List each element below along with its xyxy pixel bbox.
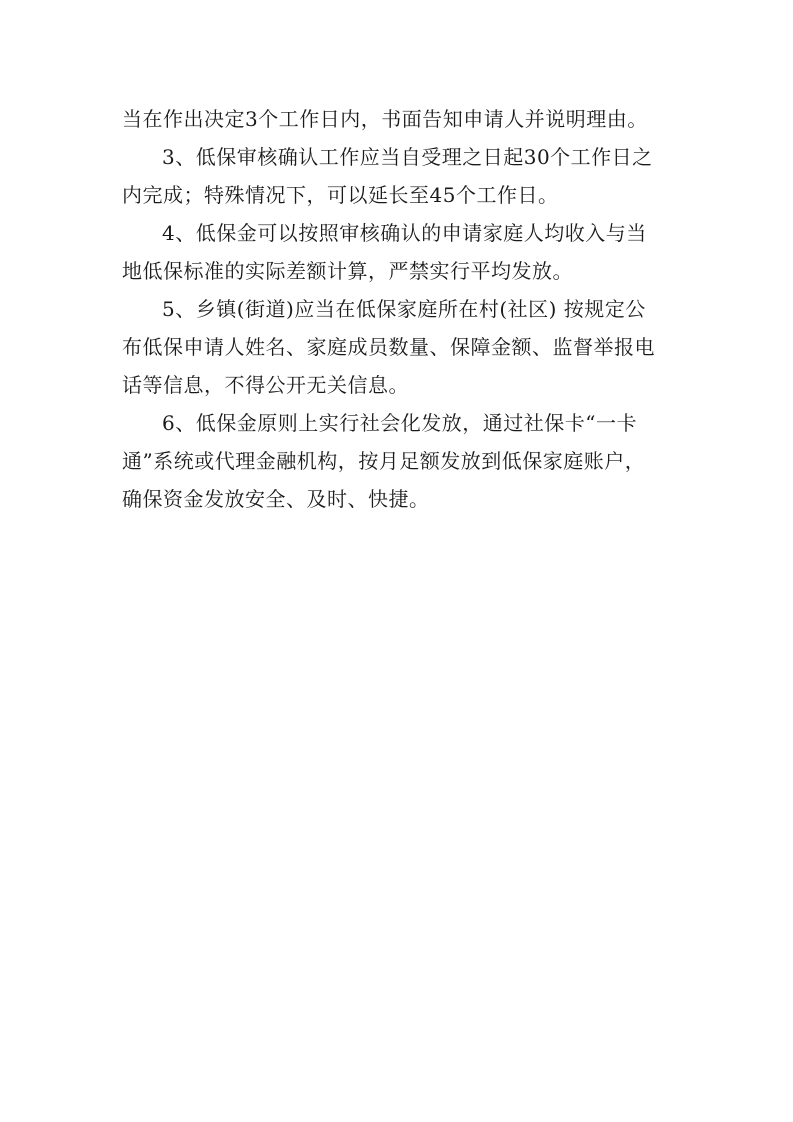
text-line: 地低保标准的实际差额计算，严禁实行平均发放。 bbox=[122, 259, 573, 283]
text-line: 3、低保审核确认工作应当自受理之日起30个工作日之 bbox=[162, 145, 653, 169]
text-line: 4、低保金可以按照审核确认的申请家庭人均收入与当 bbox=[162, 221, 647, 245]
text-line: 5、乡镇(街道)应当在低保家庭所在村(社区) 按规定公 bbox=[162, 297, 646, 321]
text-line: 通”系统或代理金融机构，按月足额发放到低保家庭账户， bbox=[122, 449, 646, 473]
text-line: 内完成；特殊情况下，可以延长至45个工作日。 bbox=[122, 183, 559, 207]
text-line: 当在作出决定3个工作日内，书面告知申请人并说明理由。 bbox=[122, 107, 648, 131]
text-line: 确保资金发放安全、及时、快捷。 bbox=[122, 487, 430, 511]
text-line: 布低保申请人姓名、家庭成员数量、保障金额、监督举报电 bbox=[122, 335, 655, 359]
text-line: 6、低保金原则上实行社会化发放，通过社保卡“一卡 bbox=[162, 411, 637, 435]
text-line: 话等信息，不得公开无关信息。 bbox=[122, 373, 409, 397]
document-body bbox=[122, 100, 682, 518]
